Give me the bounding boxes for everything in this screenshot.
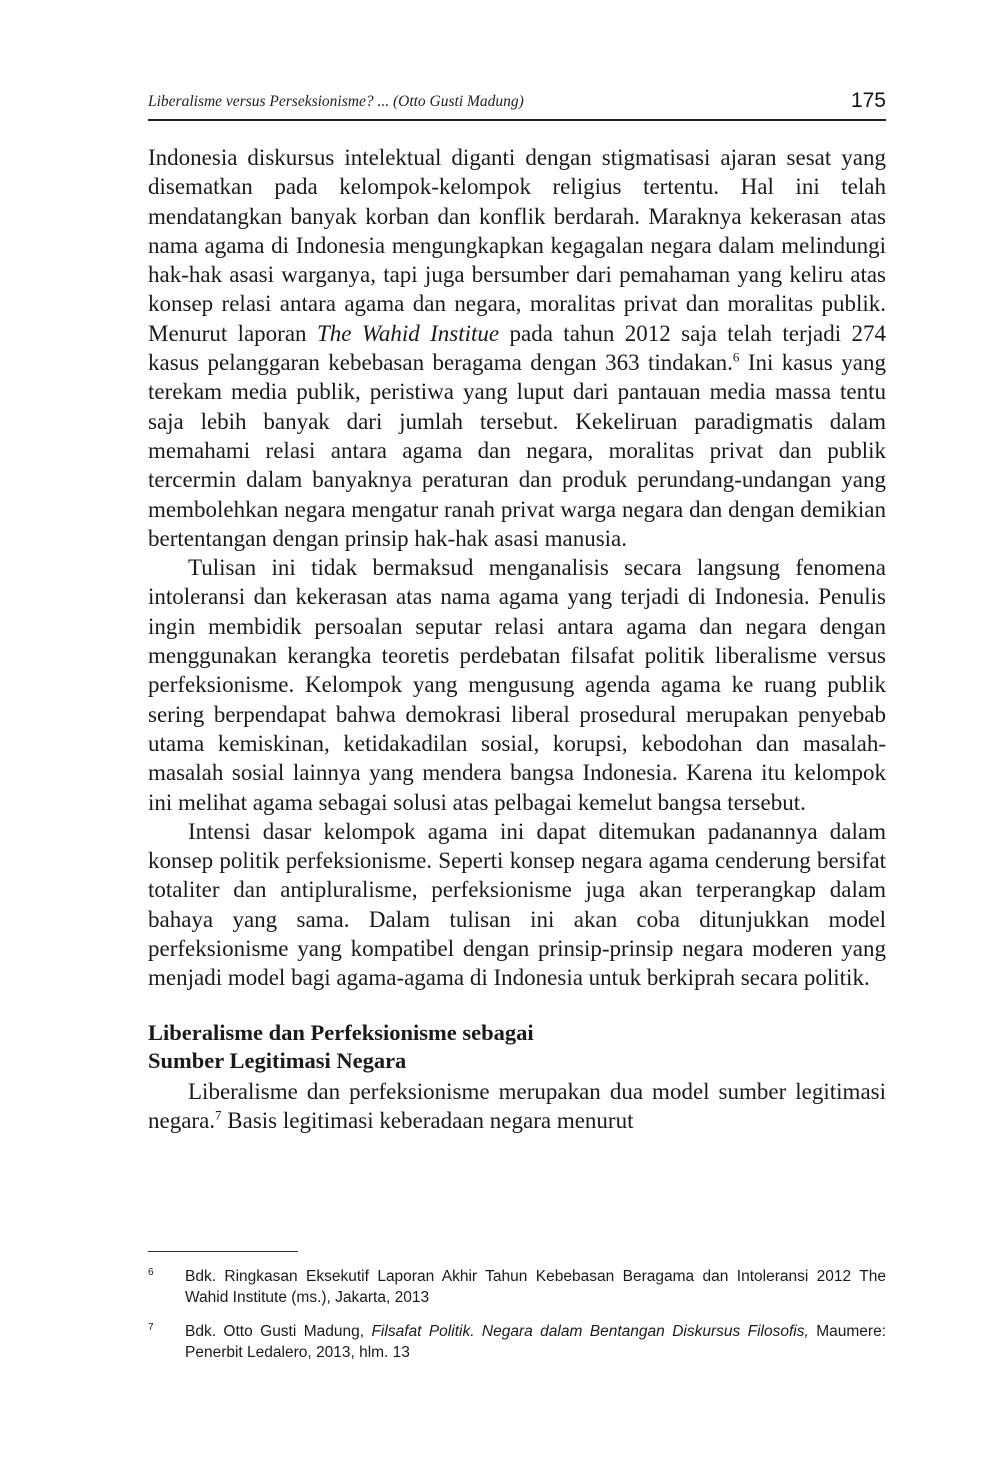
section-heading-line-2: Sumber Legitimasi Negara [148, 1047, 407, 1073]
paragraph-1-text-a: Indonesia diskursus intelektual diganti dengan stigmatisasi ajaran sesat yang disematkan pada kelompok-kelompok religius tertentu. Hal ini telah mendatangkan banyak korban dan konflik berdarah. Maraknya kekerasan atas nama agama di Indonesia mengungkapkan kegagalan negara dalam melindungi hak-hak asasi warganya, tapi juga bersumber dari pemahaman yang keliru atas konsep relasi antara agama dan negara, moralitas privat dan moralitas publik. Menurut laporan [148, 145, 886, 346]
footnote-6-number: 6 [148, 1267, 154, 1278]
paragraph-4-text-b: Basis legitimasi keberadaan negara menurut [221, 1107, 634, 1133]
footnote-7-italic: Filsafat Politik. Negara dalam Bentangan Diskursus Filosofis, [371, 1323, 809, 1340]
footnote-divider [148, 1251, 298, 1252]
page-number: 175 [850, 89, 886, 112]
paragraph-1-italic: The Wahid Institue [316, 320, 500, 346]
section-heading-line-1: Liberalisme dan Perfeksionisme sebagai [148, 1019, 534, 1045]
footnote-6 [148, 1266, 886, 1308]
footnote-7 [148, 1321, 886, 1363]
paragraph-1 [148, 143, 886, 553]
paragraph-4-text-a: Liberalisme dan perfeksionisme merupakan dua model sumber legitimasi negara. [148, 1078, 886, 1133]
footnote-7-text-a: Bdk. Otto Gusti Madung, [185, 1323, 372, 1340]
footnote-7-text [185, 1321, 886, 1363]
footnote-ref-7[interactable]: 7 [215, 1107, 222, 1123]
paragraph-2: Tulisan ini tidak bermaksud menganalisis secara langsung fenomena intoleransi dan kekerasan atas nama agama yang terjadi di Indonesia. Penulis ingin membidik persoalan seputar relasi antara agama dan negara dengan menggunakan kerangka teoretis perdebatan filsafat politik liberalisme versus perfeksionisme. Kelompok yang mengusung agenda agama ke ruang publik sering berpendapat bahwa demokrasi liberal prosedural merupakan penyebab utama kemiskinan, ketidakadilan sosial, korupsi, kebodohan dan masalah-masalah sosial lainnya yang mendera bangsa Indonesia. Karena itu kelompok ini melihat agama sebagai solusi atas pelbagai kemelut bangsa tersebut. [148, 555, 886, 815]
footnote-ref-6[interactable]: 6 [732, 349, 740, 365]
section-heading [148, 1019, 886, 1075]
running-header [148, 89, 886, 121]
footnote-7-number: 7 [148, 1322, 154, 1333]
footnote-7-text-b: Maumere: Penerbit Ledalero, 2013, hlm. 13 [185, 1323, 886, 1361]
footnote-6-text: Bdk. Ringkasan Eksekutif Laporan Akhir Tahun Kebebasan Beragama dan Intoleransi 2012 The Wahid Institute (ms.), Jakarta, 2013 [185, 1268, 886, 1306]
paragraph-3: Intensi dasar kelompok agama ini dapat ditemukan padanannya dalam konsep politik perfeksionisme. Seperti konsep negara agama cenderung bersifat totaliter dan antipluralisme, perfeksionisme juga akan terperangkap dalam bahaya yang sama. Dalam tulisan ini akan coba ditunjukkan model perfeksionisme yang kompatibel dengan prinsip-prinsip negara moderen yang menjadi model bagi agama-agama di Indonesia untuk berkiprah secara politik. [148, 818, 886, 991]
footnotes [148, 1266, 886, 1376]
paragraph-4 [148, 1077, 886, 1136]
running-title: Liberalisme versus Perseksionisme? ... (Otto Gusti Madung) [148, 93, 524, 110]
body-text [148, 143, 886, 1135]
paragraph-1-text-c: Ini kasus yang terekam media publik, peristiwa yang luput dari pantauan media massa tentu saja lebih banyak dari jumlah tersebut. Kekeliruan paradigmatis dalam memahami relasi antara agama dan negara, moralitas privat dan publik tercermin dalam banyaknya peraturan dan produk perundang-undangan yang membolehkan negara mengatur ranah privat warga negara dan dengan demikian bertentangan dengan prinsip hak-hak asasi manusia. [148, 350, 886, 551]
paragraph-1-text-b: pada tahun 2012 saja telah terjadi 274 kasus pelanggaran kebebasan beragama dengan 363 tindakan. [148, 320, 886, 376]
